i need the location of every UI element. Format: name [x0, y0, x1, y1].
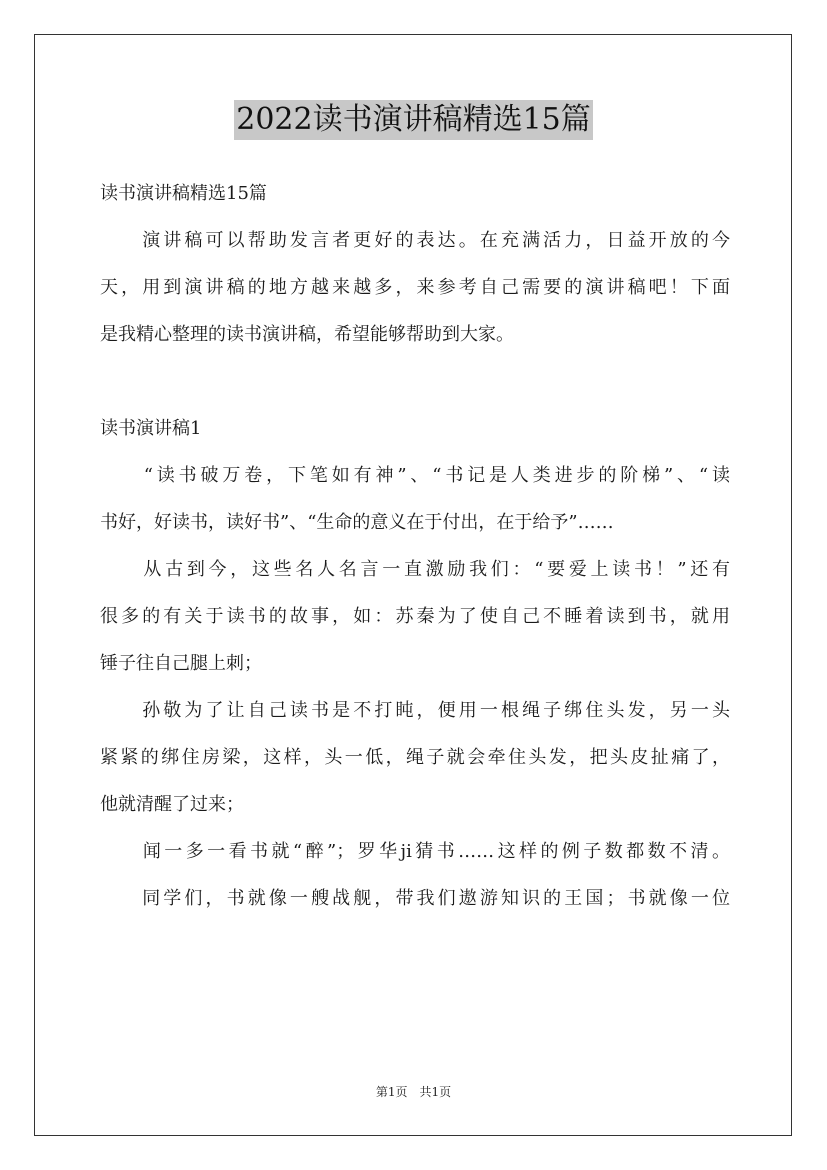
body-line: 锤子往自己腿上刺；: [100, 653, 262, 674]
body-line: 他就清醒了过来；: [100, 794, 244, 815]
body-line: 很多的有关于读书的故事，如：苏秦为了使自己不睡着读到书，就用: [100, 606, 730, 627]
section-heading: 读书演讲稿1: [100, 418, 202, 439]
body-line: 紧紧的绑住房梁，这样，头一低，绳子就会牵住头发，把头皮扯痛了，: [100, 747, 730, 768]
subtitle: 读书演讲稿精选15篇: [100, 183, 267, 204]
page-footer: 第1页 共1页: [375, 1085, 452, 1099]
body-line: 同学们，书就像一艘战舰，带我们遨游知识的王国；书就像一位: [100, 888, 730, 909]
intro-line: 演讲稿可以帮助发言者更好的表达。在充满活力，日益开放的今: [100, 230, 730, 251]
body-line: 闻一多一看书就“醉”；罗华ji猜书……这样的例子数都数不清。: [100, 841, 730, 862]
document-title: 2022读书演讲稿精选15篇: [234, 100, 593, 140]
body-line: 从古到今，这些名人名言一直激励我们：“要爱上读书！”还有: [100, 559, 730, 580]
paragraph-gap: [100, 358, 730, 405]
title-container: [0, 100, 827, 140]
intro-line: 是我精心整理的读书演讲稿，希望能够帮助到大家。: [100, 324, 514, 345]
intro-line: 天，用到演讲稿的地方越来越多，来参考自己需要的演讲稿吧！下面: [100, 277, 730, 298]
body-line: 书好，好读书，读好书”、“生命的意义在于付出，在于给予”……: [100, 512, 614, 533]
body-line: “读书破万卷，下笔如有神”、“书记是人类进步的阶梯”、“读: [100, 465, 730, 486]
body-line: 孙敬为了让自己读书是不打盹，便用一根绳子绑住头发，另一头: [100, 700, 730, 721]
document-body: [100, 170, 730, 922]
